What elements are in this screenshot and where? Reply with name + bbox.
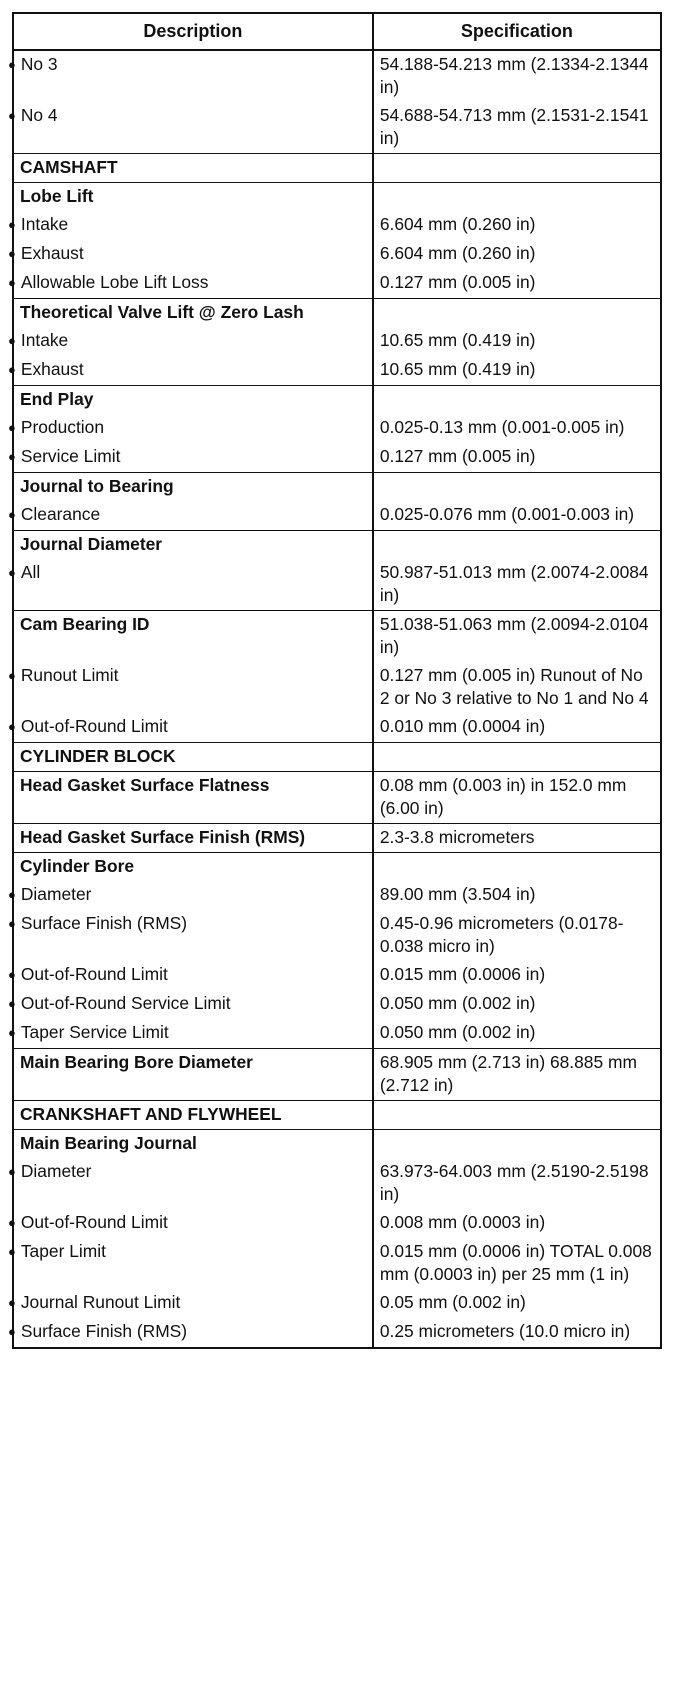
header-specification: Specification: [373, 13, 661, 50]
group-title: Head Gasket Surface Flatness: [13, 772, 373, 824]
item-value: 54.688-54.713 mm (2.1531-2.1541 in): [373, 102, 661, 154]
section-title: CRANKSHAFT AND FLYWHEEL: [13, 1101, 373, 1130]
table-row: [13, 501, 661, 531]
item-value: 68.905 mm (2.713 in) 68.885 mm (2.712 in): [373, 1049, 661, 1101]
section-row: [13, 1101, 661, 1130]
section-title: CYLINDER BLOCK: [13, 743, 373, 772]
item-label: ● Service Limit: [13, 443, 373, 473]
item-value: 50.987-51.013 mm (2.0074-2.0084 in): [373, 559, 661, 611]
item-label: ● Out-of-Round Service Limit: [13, 990, 373, 1019]
table-row: [13, 443, 661, 473]
item-label: ● Intake: [13, 211, 373, 240]
group-title: End Play: [13, 386, 373, 415]
item-value: 2.3-3.8 micrometers: [373, 824, 661, 853]
group-row: [13, 386, 661, 415]
item-label: ● Intake: [13, 327, 373, 356]
item-value: 0.127 mm (0.005 in) Runout of No 2 or No 3 relative to No 1 and No 4: [373, 662, 661, 713]
group-row: [13, 611, 661, 663]
group-title: Journal Diameter: [13, 531, 373, 560]
group-row: [13, 1049, 661, 1101]
item-value: 0.008 mm (0.0003 in): [373, 1209, 661, 1238]
item-value: 0.05 mm (0.002 in): [373, 1289, 661, 1318]
header-description: Description: [13, 13, 373, 50]
group-row: [13, 299, 661, 328]
group-title: Journal to Bearing: [13, 473, 373, 502]
item-value: [373, 743, 661, 772]
table-row: [13, 1238, 661, 1289]
item-label: ● Taper Service Limit: [13, 1019, 373, 1049]
group-row: [13, 473, 661, 502]
item-value: 6.604 mm (0.260 in): [373, 211, 661, 240]
item-value: 89.00 mm (3.504 in): [373, 881, 661, 910]
item-label: ● Surface Finish (RMS): [13, 910, 373, 961]
table-row: [13, 1289, 661, 1318]
group-title: Cylinder Bore: [13, 853, 373, 882]
item-label: ● Out-of-Round Limit: [13, 1209, 373, 1238]
item-value: 0.25 micrometers (10.0 micro in): [373, 1318, 661, 1348]
table-row: [13, 910, 661, 961]
table-row: [13, 240, 661, 269]
group-row: [13, 1130, 661, 1159]
group-row: [13, 853, 661, 882]
group-title: Theoretical Valve Lift @ Zero Lash: [13, 299, 373, 328]
table-row: [13, 1318, 661, 1348]
table-row: [13, 1019, 661, 1049]
section-row: [13, 154, 661, 183]
group-row: [13, 772, 661, 824]
item-value: [373, 183, 661, 212]
item-label: ● Journal Runout Limit: [13, 1289, 373, 1318]
item-value: [373, 473, 661, 502]
item-label: ● All: [13, 559, 373, 611]
table-row: [13, 961, 661, 990]
group-title: Main Bearing Bore Diameter: [13, 1049, 373, 1101]
item-label: ● Out-of-Round Limit: [13, 961, 373, 990]
item-value: [373, 154, 661, 183]
item-value: 0.127 mm (0.005 in): [373, 269, 661, 299]
table-row: [13, 102, 661, 154]
item-value: [373, 299, 661, 328]
group-title: Head Gasket Surface Finish (RMS): [13, 824, 373, 853]
header-row: [13, 13, 661, 50]
item-label: ● Exhaust: [13, 240, 373, 269]
item-value: 0.050 mm (0.002 in): [373, 990, 661, 1019]
table-row: [13, 1158, 661, 1209]
table-row: [13, 211, 661, 240]
group-row: [13, 824, 661, 853]
item-value: 0.015 mm (0.0006 in) TOTAL 0.008 mm (0.0003 in) per 25 mm (1 in): [373, 1238, 661, 1289]
section-title: CAMSHAFT: [13, 154, 373, 183]
item-value: 0.025-0.13 mm (0.001-0.005 in): [373, 414, 661, 443]
item-value: [373, 386, 661, 415]
item-value: 0.010 mm (0.0004 in): [373, 713, 661, 743]
item-value: [373, 1101, 661, 1130]
item-value: [373, 531, 661, 560]
item-value: 0.127 mm (0.005 in): [373, 443, 661, 473]
group-title: Main Bearing Journal: [13, 1130, 373, 1159]
item-value: 63.973-64.003 mm (2.5190-2.5198 in): [373, 1158, 661, 1209]
group-row: [13, 183, 661, 212]
item-value: 54.188-54.213 mm (2.1334-2.1344 in): [373, 50, 661, 102]
item-label: ● Out-of-Round Limit: [13, 713, 373, 743]
group-title: Cam Bearing ID: [13, 611, 373, 663]
table-row: [13, 662, 661, 713]
table-row: [13, 356, 661, 386]
table-row: [13, 881, 661, 910]
item-label: ● Diameter: [13, 1158, 373, 1209]
item-value: [373, 1130, 661, 1159]
item-value: 0.015 mm (0.0006 in): [373, 961, 661, 990]
item-label: ● No 3: [13, 50, 373, 102]
item-label: ● Allowable Lobe Lift Loss: [13, 269, 373, 299]
item-label: ● Taper Limit: [13, 1238, 373, 1289]
table-row: [13, 414, 661, 443]
table-row: [13, 713, 661, 743]
item-label: ● Exhaust: [13, 356, 373, 386]
item-value: 10.65 mm (0.419 in): [373, 356, 661, 386]
item-label: ● No 4: [13, 102, 373, 154]
spec-table: [12, 12, 662, 1349]
section-row: [13, 743, 661, 772]
table-row: [13, 1209, 661, 1238]
item-label: ● Surface Finish (RMS): [13, 1318, 373, 1348]
item-value: 6.604 mm (0.260 in): [373, 240, 661, 269]
item-label: ● Runout Limit: [13, 662, 373, 713]
item-label: ● Clearance: [13, 501, 373, 531]
table-row: [13, 990, 661, 1019]
item-value: 10.65 mm (0.419 in): [373, 327, 661, 356]
table-row: [13, 50, 661, 102]
item-label: ● Diameter: [13, 881, 373, 910]
table-row: [13, 559, 661, 611]
item-value: 51.038-51.063 mm (2.0094-2.0104 in): [373, 611, 661, 663]
item-label: ● Production: [13, 414, 373, 443]
group-title: Lobe Lift: [13, 183, 373, 212]
table-row: [13, 327, 661, 356]
item-value: 0.050 mm (0.002 in): [373, 1019, 661, 1049]
item-value: 0.45-0.96 micrometers (0.0178-0.038 micro in): [373, 910, 661, 961]
group-row: [13, 531, 661, 560]
table-row: [13, 269, 661, 299]
item-value: 0.08 mm (0.003 in) in 152.0 mm (6.00 in): [373, 772, 661, 824]
item-value: 0.025-0.076 mm (0.001-0.003 in): [373, 501, 661, 531]
item-value: [373, 853, 661, 882]
